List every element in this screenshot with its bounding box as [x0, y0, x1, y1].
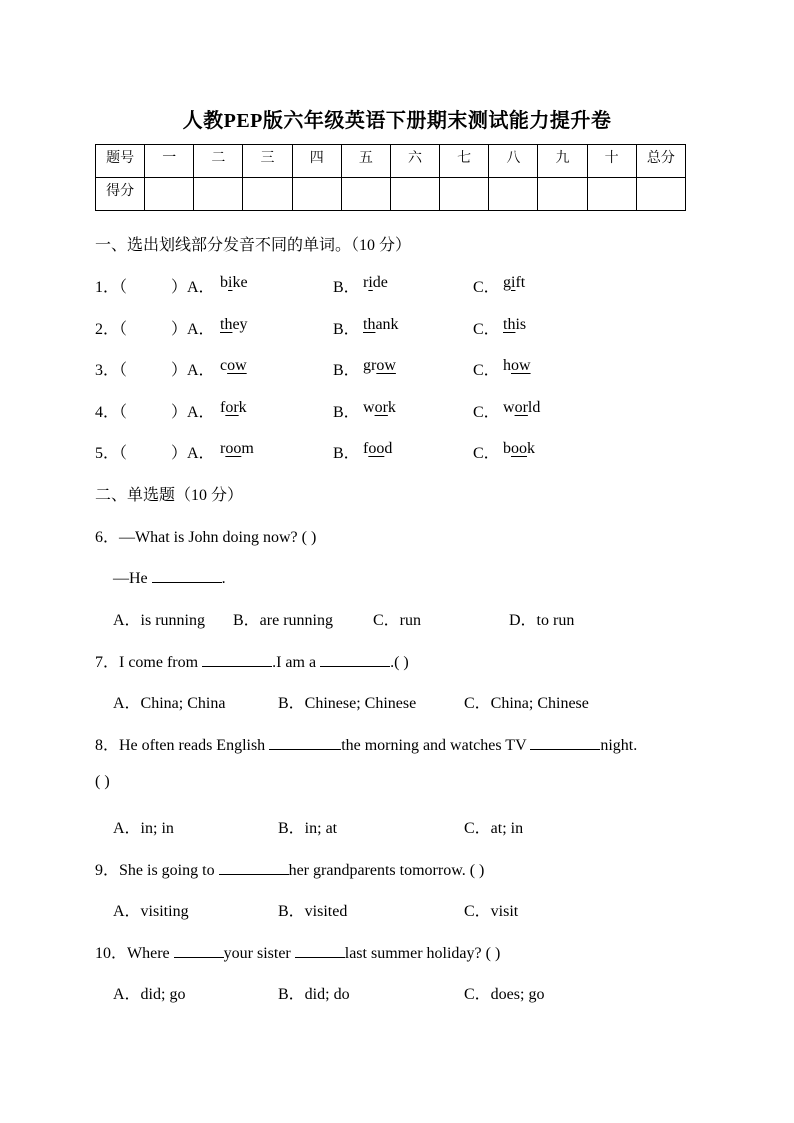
question-9 — [0, 857, 794, 881]
underlined-sound: oo — [511, 440, 527, 457]
section1-heading-row — [0, 232, 794, 256]
option-b-label: B． — [333, 404, 360, 421]
option-c-word[interactable] — [503, 316, 526, 334]
question-number: 3．（ — [95, 362, 128, 379]
q7-option-c[interactable]: C．China; Chinese — [464, 695, 589, 712]
q7-option-a[interactable]: A．China; China — [113, 695, 226, 712]
option-b-label: B． — [333, 362, 360, 379]
question-number: 1．（ — [95, 279, 128, 296]
word-part: r — [220, 440, 226, 457]
section1-heading: 一、选出划线部分发音不同的单词。（10 分） — [95, 237, 412, 254]
section2-heading-row — [0, 482, 794, 506]
word-part: f — [363, 440, 369, 457]
score-input-cell[interactable] — [636, 178, 685, 211]
q8-part2: the morning and watches TV — [341, 737, 531, 754]
option-c-label: C． — [473, 362, 500, 379]
q6-answer-suffix: . — [221, 570, 226, 587]
score-input-cell[interactable] — [538, 178, 587, 211]
score-cell-1: 一 — [145, 145, 194, 178]
question-10-options — [0, 981, 794, 1005]
option-b-label: B． — [333, 279, 360, 296]
option-b-word[interactable] — [363, 357, 396, 375]
underlined-sound: th — [363, 316, 376, 333]
score-input-cell[interactable] — [194, 178, 243, 211]
underlined-sound: or — [374, 399, 388, 416]
phonics-question-2 — [0, 316, 794, 340]
option-a-label: ）A． — [171, 279, 215, 296]
score-cell-total: 总分 — [636, 145, 685, 178]
phonics-question-1 — [0, 274, 794, 298]
question-10 — [0, 940, 794, 964]
question-9-options — [0, 898, 794, 922]
question-number: 2．（ — [95, 321, 128, 338]
q9-option-b[interactable]: B．visited — [278, 903, 348, 920]
q7-part2: .I am a — [272, 654, 321, 671]
score-row-label: 得分 — [96, 178, 145, 211]
q9-part2: her grandparents tomorrow. ( ) — [288, 862, 485, 879]
q10-part3: last summer holiday? ( ) — [344, 945, 501, 962]
word-part: m — [241, 440, 254, 457]
word-part: g — [503, 274, 511, 291]
q8-blank-2[interactable] — [530, 733, 600, 750]
option-a-label: ）A． — [171, 445, 215, 462]
question-6-answer — [0, 566, 794, 590]
q10-option-c[interactable]: C．does; go — [464, 986, 545, 1003]
score-cell-6: 六 — [390, 145, 439, 178]
q6-option-b[interactable]: B．are running — [233, 612, 333, 629]
score-table-header-row — [96, 145, 686, 178]
score-cell-label: 题号 — [96, 145, 145, 178]
q7-blank-1[interactable] — [202, 650, 272, 667]
word-part: ank — [375, 316, 399, 333]
score-input-cell[interactable] — [440, 178, 489, 211]
question-6 — [0, 524, 794, 548]
q10-option-b[interactable]: B．did; do — [278, 986, 350, 1003]
phonics-question-4 — [0, 399, 794, 423]
score-table-score-row — [96, 178, 686, 211]
q10-blank-2[interactable] — [295, 941, 345, 958]
word-part: h — [503, 357, 511, 374]
underlined-sound: oo — [368, 440, 385, 457]
score-cell-9: 九 — [538, 145, 587, 178]
q10-part1: 10．Where — [95, 945, 174, 962]
score-input-cell[interactable] — [243, 178, 292, 211]
option-a-label: ）A． — [171, 404, 215, 421]
question-number: 4．（ — [95, 404, 128, 421]
underlined-sound: i — [368, 274, 373, 291]
word-part: gr — [363, 357, 377, 374]
q8-part1: 8．He often reads English — [95, 737, 270, 754]
score-input-cell[interactable] — [292, 178, 341, 211]
question-6-options — [0, 607, 794, 631]
page-title: 人教PEP版六年级英语下册期末测试能力提升卷 — [182, 110, 612, 132]
q6-blank[interactable] — [152, 566, 222, 583]
option-c-label: C． — [473, 321, 500, 338]
score-cell-8: 八 — [489, 145, 538, 178]
word-part: ld — [527, 399, 541, 416]
score-cell-5: 五 — [341, 145, 390, 178]
option-b-label: B． — [333, 445, 360, 462]
word-part: k — [238, 399, 247, 416]
underlined-sound: oo — [225, 440, 242, 457]
q8-answer-paren[interactable]: ( ) — [95, 773, 110, 790]
option-a-word[interactable] — [220, 440, 254, 458]
question-7-options — [0, 690, 794, 714]
q7-part3: .( ) — [390, 654, 409, 671]
underlined-sound: ow — [511, 357, 531, 374]
underlined-sound: th — [220, 316, 233, 333]
question-7 — [0, 649, 794, 673]
q7-option-b[interactable]: B．Chinese; Chinese — [278, 695, 417, 712]
option-a-label: ）A． — [171, 362, 215, 379]
score-input-cell[interactable] — [587, 178, 636, 211]
option-c-word[interactable] — [503, 399, 540, 417]
score-input-cell[interactable] — [341, 178, 390, 211]
option-c-label: C． — [473, 404, 500, 421]
word-part: ey — [232, 316, 248, 333]
option-a-word[interactable] — [220, 316, 248, 334]
underlined-sound: th — [503, 316, 516, 333]
q8-option-b[interactable]: B．in; at — [278, 820, 338, 837]
word-part: w — [503, 399, 515, 416]
option-b-word[interactable] — [363, 316, 399, 334]
score-cell-10: 十 — [587, 145, 636, 178]
option-c-label: C． — [473, 279, 500, 296]
option-a-word[interactable] — [220, 274, 248, 292]
q7-blank-2[interactable] — [320, 650, 390, 667]
section2-heading: 二、单选题（10 分） — [95, 487, 244, 504]
score-input-cell[interactable] — [390, 178, 439, 211]
q9-blank[interactable] — [219, 858, 289, 875]
score-cell-3: 三 — [243, 145, 292, 178]
underlined-sound: or — [225, 399, 239, 416]
underlined-sound: ow — [376, 357, 396, 374]
q10-blank-1[interactable] — [174, 941, 224, 958]
q8-part3: night. — [600, 737, 638, 754]
q6-answer-prefix: —He — [113, 570, 152, 587]
q6-option-c[interactable]: C．run — [373, 612, 422, 629]
phonics-question-3 — [0, 357, 794, 381]
q6-option-d[interactable]: D．to run — [509, 612, 575, 629]
question-number: 5．（ — [95, 445, 128, 462]
q9-option-c[interactable]: C．visit — [464, 903, 519, 920]
option-a-word[interactable] — [220, 357, 247, 375]
option-c-label: C． — [473, 445, 500, 462]
q8-option-c[interactable]: C．at; in — [464, 820, 524, 837]
word-part: w — [363, 399, 375, 416]
score-input-cell[interactable] — [145, 178, 194, 211]
option-c-word[interactable] — [503, 440, 535, 458]
word-part: ke — [232, 274, 248, 291]
q8-option-a[interactable]: A．in; in — [113, 820, 174, 837]
q7-part1: 7．I come from — [95, 654, 203, 671]
word-part: k — [527, 440, 535, 457]
underlined-sound: ow — [227, 357, 247, 374]
q9-part1: 9．She is going to — [95, 862, 219, 879]
score-input-cell[interactable] — [489, 178, 538, 211]
underlined-sound: i — [511, 274, 516, 291]
word-part: b — [503, 440, 511, 457]
question-8 — [0, 732, 794, 756]
word-part: c — [220, 357, 228, 374]
word-part: d — [384, 440, 393, 457]
option-b-word[interactable] — [363, 440, 392, 458]
score-table — [95, 144, 686, 211]
option-b-word[interactable] — [363, 274, 388, 292]
word-part: k — [387, 399, 396, 416]
option-c-word[interactable] — [503, 274, 525, 292]
option-b-word[interactable] — [363, 399, 396, 417]
option-a-label: ）A． — [171, 321, 215, 338]
word-part: ft — [515, 274, 526, 291]
underlined-sound: or — [514, 399, 528, 416]
q10-option-a[interactable]: A．did; go — [113, 986, 186, 1003]
word-part: f — [220, 399, 226, 416]
phonics-question-5 — [0, 440, 794, 464]
word-part: de — [372, 274, 388, 291]
word-part: r — [363, 274, 369, 291]
question-8-paren-row — [0, 773, 794, 797]
q6-option-a[interactable]: A．is running — [113, 612, 206, 629]
q10-part2: your sister — [223, 945, 295, 962]
score-cell-2: 二 — [194, 145, 243, 178]
score-cell-4: 四 — [292, 145, 341, 178]
option-b-label: B． — [333, 321, 360, 338]
q9-option-a[interactable]: A．visiting — [113, 903, 189, 920]
question-6-stem: 6．—What is John doing now? ( ) — [95, 529, 317, 546]
word-part: is — [515, 316, 527, 333]
option-a-word[interactable] — [220, 399, 247, 417]
word-part: b — [220, 274, 228, 291]
q8-blank-1[interactable] — [269, 733, 341, 750]
score-cell-7: 七 — [440, 145, 489, 178]
option-c-word[interactable] — [503, 357, 531, 375]
underlined-sound: i — [228, 274, 233, 291]
question-8-options — [0, 815, 794, 839]
